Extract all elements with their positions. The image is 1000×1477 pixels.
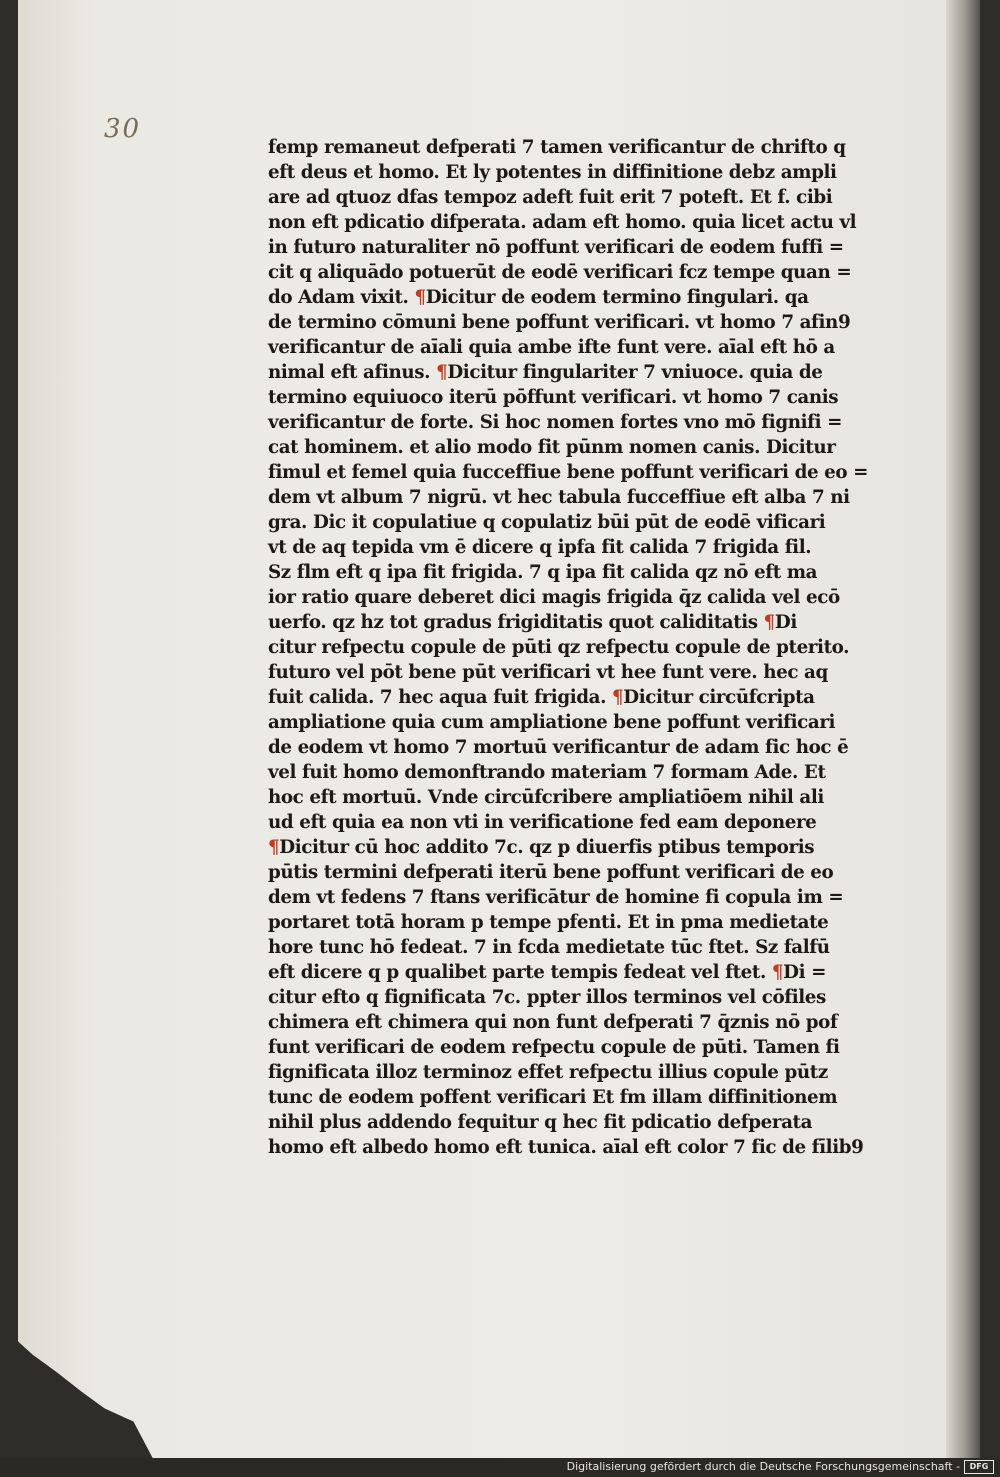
line-text: termino equiuoco iterū pōffunt verificari. vt homo 7 canis — [268, 387, 839, 408]
text-line — [268, 960, 888, 985]
rubric-paragraph-mark: ¶ — [763, 612, 775, 633]
line-text: nihil plus addendo fequitur q hec fit pdicatio defperata — [268, 1112, 813, 1133]
line-text: homo eft albedo homo eft tunica. aīal eft color 7 fic de fīlib9 — [268, 1137, 864, 1158]
line-text: ud eft quia ea non vti in verificatione fed eam deponere — [268, 812, 817, 833]
text-line — [268, 185, 888, 210]
line-text: are ad qtuoz dfas tempoz adeft fuit erit 7 poteft. Et f. cibi — [268, 187, 833, 208]
line-text: gra. Dic it copulatiue q copulatiz būi pūt de eodē vificari — [268, 512, 826, 533]
line-text: nimal eft afinus. — [268, 362, 431, 383]
text-line — [268, 160, 888, 185]
text-line — [268, 685, 888, 710]
folio-number: 30 — [104, 114, 142, 144]
line-text: cat hominem. et alio modo fit pūnm nomen canis. Dicitur — [268, 437, 836, 458]
text-line — [268, 910, 888, 935]
line-text: in futuro naturaliter nō poffunt verificari de eodem fuffi = — [268, 237, 844, 258]
line-text: Sz flm eft q ipa fit frigida. 7 q ipa fit calida qz nō eft ma — [268, 562, 818, 583]
text-line — [268, 1035, 888, 1060]
text-line — [268, 510, 888, 535]
text-line — [268, 835, 888, 860]
text-line — [268, 885, 888, 910]
text-line — [268, 360, 888, 385]
line-text: de termino cōmuni bene poffunt verificari. vt homo 7 afin9 — [268, 312, 851, 333]
text-line — [268, 285, 888, 310]
line-text: hore tunc hō fedeat. 7 in fcda medietate tūc ftet. Sz falfū — [268, 937, 830, 958]
text-line — [268, 1060, 888, 1085]
line-text: citur efto q fignificata 7c. ppter illos terminos vel cōfiles — [268, 987, 826, 1008]
line-text: vt de aq tepida vm ē dicere q ipfa fit calida 7 frigida fil. — [268, 537, 812, 558]
text-line — [268, 610, 888, 635]
line-text: verificantur de aīali quia ambe ifte funt vere. aīal eft hō a — [268, 337, 835, 358]
rubric-paragraph-mark: ¶ — [268, 837, 280, 858]
text-line — [268, 660, 888, 685]
text-line — [268, 785, 888, 810]
text-line — [268, 235, 888, 260]
text-line — [268, 535, 888, 560]
line-text: eft dicere q p qualibet parte tempis fedeat vel ftet. — [268, 962, 766, 983]
line-text: dem vt album 7 nigrū. vt hec tabula fucceffiue eft alba 7 ni — [268, 487, 850, 508]
text-line — [268, 485, 888, 510]
text-line — [268, 635, 888, 660]
text-line — [268, 1085, 888, 1110]
line-text: eft deus et homo. Et ly potentes in diffinitione debz ampli — [268, 162, 837, 183]
text-line — [268, 1135, 888, 1160]
line-text: fimul et femel quia fucceffiue bene poffunt verificari de eo = — [268, 462, 869, 483]
text-line — [268, 135, 888, 160]
text-line — [268, 710, 888, 735]
text-line — [268, 1010, 888, 1035]
text-line — [268, 435, 888, 460]
rubric-paragraph-mark: ¶ — [414, 287, 426, 308]
line-text-after-mark: Di = — [783, 962, 827, 983]
text-block — [268, 135, 888, 1160]
line-text: verificantur de forte. Si hoc nomen fortes vno mō fignifi = — [268, 412, 843, 433]
text-line — [268, 860, 888, 885]
text-line — [268, 985, 888, 1010]
line-text: hoc eft mortuū. Vnde circūfcribere ampliatiōem nihil ali — [268, 787, 824, 808]
line-text-after-mark: Dicitur fingulariter 7 vniuoce. quia de — [447, 362, 823, 383]
text-line — [268, 760, 888, 785]
line-text: uerfo. qz hz tot gradus frigiditatis quot caliditatis — [268, 612, 758, 633]
line-text-after-mark: Dicitur de eodem termino fingulari. qa — [425, 287, 809, 308]
line-text: portaret totā horam p tempe pfenti. Et in pma medietate — [268, 912, 829, 933]
text-line — [268, 310, 888, 335]
line-text: fuit calida. 7 hec aqua fuit frigida. — [268, 687, 607, 708]
text-line — [268, 460, 888, 485]
line-text-after-mark: Dicitur cū hoc addito 7c. qz p diuerfis ptibus temporis — [279, 837, 815, 858]
text-line — [268, 385, 888, 410]
dfg-logo: DFG — [964, 1460, 994, 1474]
text-line — [268, 585, 888, 610]
line-text: femp remaneut defperati 7 tamen verificantur de chrifto q — [268, 137, 846, 158]
text-line — [268, 560, 888, 585]
line-text: tunc de eodem poffent verificari Et fm illam diffinitionem — [268, 1087, 838, 1108]
line-text: ampliatione quia cum ampliatione bene poffunt verificari — [268, 712, 836, 733]
text-line — [268, 335, 888, 360]
line-text: fignificata illoz terminoz effet refpectu illius copule pūtz — [268, 1062, 828, 1083]
text-line — [268, 935, 888, 960]
line-text: non eft pdicatio difperata. adam eft homo. quia licet actu vl — [268, 212, 857, 233]
text-line — [268, 210, 888, 235]
line-text-after-mark: Dicitur circūfcripta — [623, 687, 815, 708]
line-text: do Adam vixit. — [268, 287, 409, 308]
page-binding-edge — [946, 0, 980, 1458]
line-text: de eodem vt homo 7 mortuū verificantur de adam fic hoc ē — [268, 737, 849, 758]
line-text: citur refpectu copule de pūti qz refpectu copule de pterito. — [268, 637, 850, 658]
text-line — [268, 260, 888, 285]
rubric-paragraph-mark: ¶ — [436, 362, 448, 383]
line-text: futuro vel pōt bene pūt verificari vt hee funt vere. hec aq — [268, 662, 828, 683]
line-text: ior ratio quare deberet dici magis frigida q̄z calida vel ecō — [268, 587, 840, 608]
line-text: dem vt fedens 7 ftans verificātur de homine fi copula im = — [268, 887, 844, 908]
footer-credit: Digitalisierung gefördert durch die Deutsche Forschungsgemeinschaft - — [566, 1460, 960, 1473]
line-text: funt verificari de eodem refpectu copule de pūti. Tamen fi — [268, 1037, 840, 1058]
line-text: cit q aliquādo potuerūt de eodē verificari fcz tempe quan = — [268, 262, 852, 283]
line-text: pūtis termini defperati iterū bene poffunt verificari de eo — [268, 862, 834, 883]
line-text-after-mark: Di — [774, 612, 797, 633]
line-text: vel fuit homo demonftrando materiam 7 formam Ade. Et — [268, 762, 826, 783]
text-line — [268, 410, 888, 435]
rubric-paragraph-mark: ¶ — [612, 687, 624, 708]
line-text: chimera eft chimera qui non funt defperati 7 q̄znis nō pof — [268, 1012, 838, 1033]
text-line — [268, 810, 888, 835]
text-line — [268, 735, 888, 760]
rubric-paragraph-mark: ¶ — [771, 962, 784, 983]
text-line — [268, 1110, 888, 1135]
